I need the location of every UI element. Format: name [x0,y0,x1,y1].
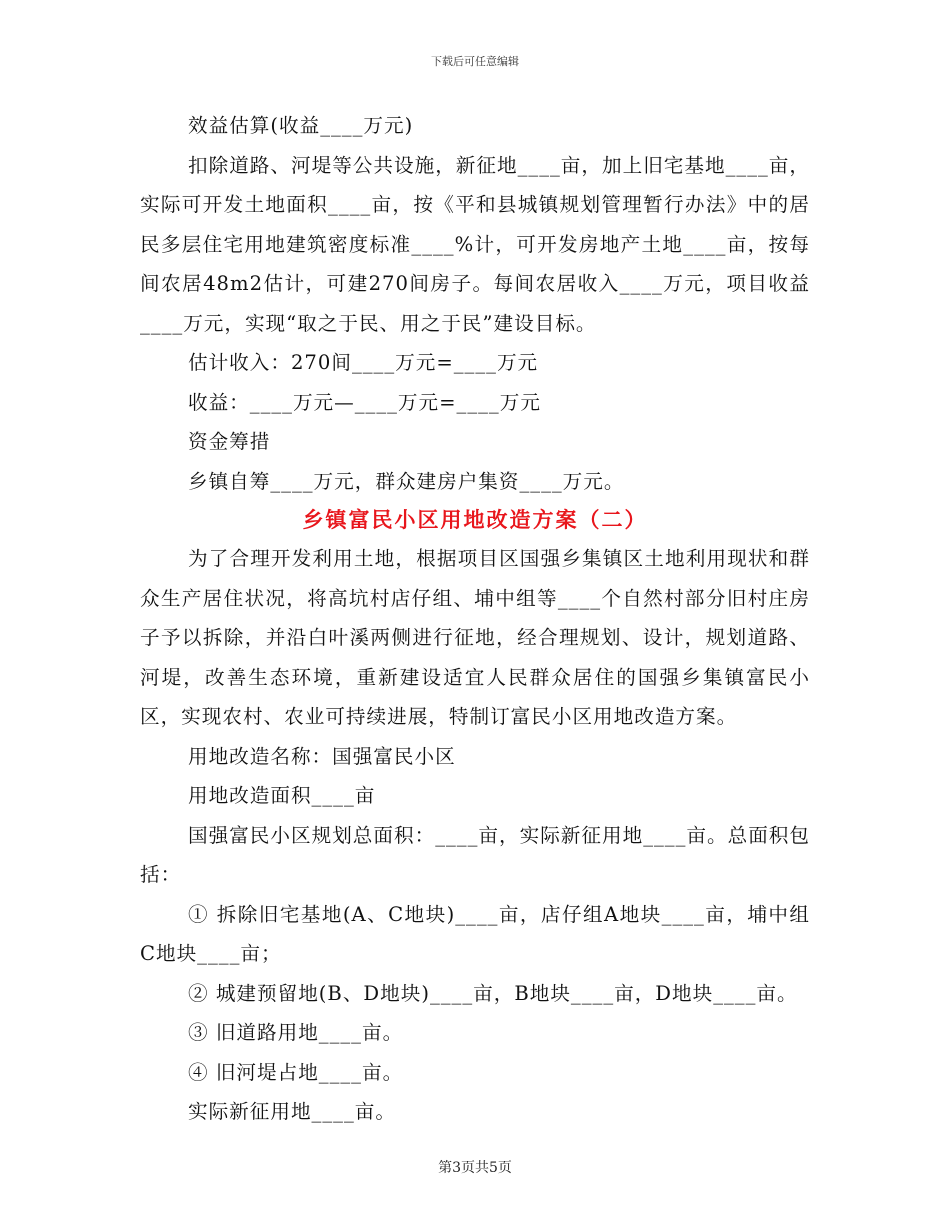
paragraph-actual-new-land: 实际新征用地____亩。 [188,1100,396,1123]
paragraph-funding-sources: 乡镇自筹____万元，群众建房户集资____万元。 [188,469,625,493]
list-item-old-roads: ③ 旧道路用地____亩。 [188,1021,404,1044]
paragraph-estimated-income: 估计收入：270间____万元=____万元 [188,351,539,374]
list-item-reserved-land: ② 城建预留地(B、D地块)____亩，B地块____亩，D地块____亩。 [188,981,798,1005]
paragraph-project-name: 用地改造名称：国强富民小区 [188,744,456,768]
section-title: 乡镇富民小区用地改造方案（二） [302,508,648,532]
body-text [140,106,810,1132]
paragraph-total-area: 国强富民小区规划总面积：____亩，实际新征用地____亩。总面积包括： [140,823,810,886]
paragraph-intro: 为了合理开发利用土地，根据项目区国强乡集镇区土地利用现状和群众生产居住状况，将高坑村店仔组、埔中组等____个自然村部分旧村庄房子予以拆除，并沿白叶溪两侧进行征地，经合理规划、设计，规划道路、河堤，改善生态环境，重新建设适宜人民群众居住的国强乡集镇富民小区，实现农村、农业可持续进展，特制订富民小区用地改造方案。 [140,547,810,728]
header-note: 下载后可任意编辑 [431,55,519,68]
list-item-old-embankment: ④ 旧河堤占地____亩。 [188,1060,404,1084]
paragraph-funding-heading: 资金筹措 [188,430,271,453]
list-item-old-homesteads: ① 拆除旧宅基地(A、C地块)____亩，店仔组A地块____亩，埔中组C地块____亩； [140,902,810,965]
paragraph-land-calculation: 扣除道路、河堤等公共设施，新征地____亩，加上旧宅基地____亩，实际可开发土地面积____亩，按《平和县城镇规划管理暂行办法》中的居民多层住宅用地建筑密度标准____%计，可开发房地产土地____亩，按每间农居48m2估计，可建270间房子。每间农居收入____万元，项目收益____万元，实现“取之于民、用之于民”建设目标。 [140,153,810,335]
page-number: 第3页共5页 [438,1160,512,1176]
paragraph-benefit-estimate: 效益估算(收益____万元) [188,114,414,137]
paragraph-revenue: 收益：____万元—____万元=____万元 [188,390,541,414]
paragraph-project-area: 用地改造面积____亩 [188,784,376,807]
